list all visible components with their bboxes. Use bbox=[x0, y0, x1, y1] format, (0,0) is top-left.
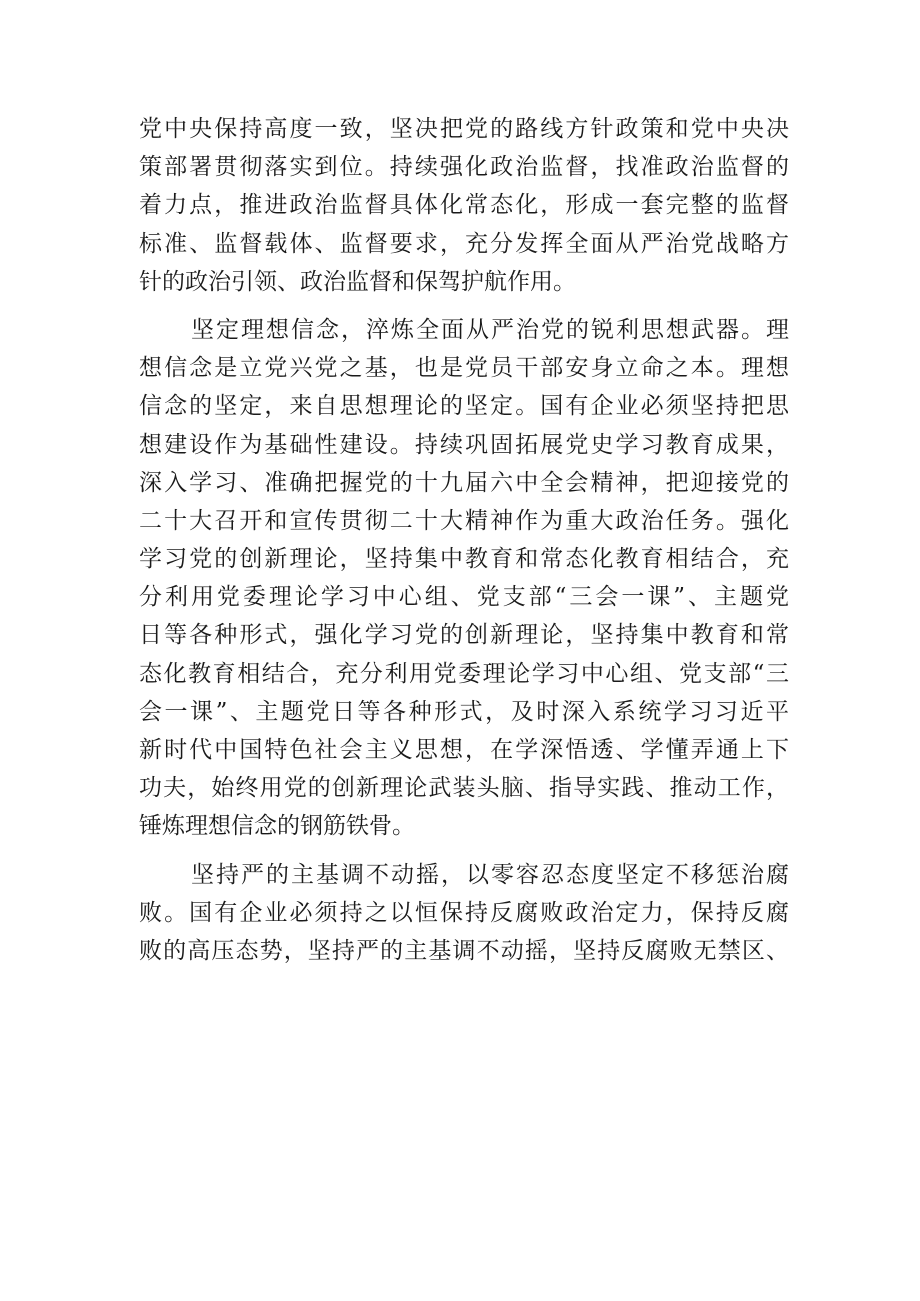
text-line: 日等各种形式，强化学习党的创新理论，坚持集中教育和常 bbox=[139, 622, 789, 649]
paragraph bbox=[139, 110, 789, 301]
text-line: 深入学习、准确把握党的十九届六中全会精神，把迎接党的 bbox=[139, 469, 789, 496]
text-line: 着力点，推进政治监督具体化常态化，形成一套完整的监督 bbox=[139, 192, 789, 219]
text-line: 学习党的创新理论，坚持集中教育和常态化教育相结合，充 bbox=[139, 546, 789, 573]
text-line: 二十大召开和宣传贯彻二十大精神作为重大政治任务。强化 bbox=[139, 507, 789, 534]
text-line: 信念的坚定，来自思想理论的坚定。国有企业必须坚持把思 bbox=[139, 393, 789, 420]
text-line: 想信念是立党兴党之基，也是党员干部安身立命之本。理想 bbox=[139, 355, 789, 382]
text-line: 败的高压态势，坚持严的主基调不动摇，坚持反腐败无禁区、 bbox=[139, 937, 789, 964]
text-line: 会一课”、主题党日等各种形式，及时深入系统学习习近平 bbox=[139, 698, 789, 725]
text-line: 锤炼理想信念的钢筋铁骨。 bbox=[139, 813, 415, 840]
text-line: 分利用党委理论学习中心组、党支部“三会一课”、主题党 bbox=[139, 584, 789, 611]
text-line: 党中央保持高度一致，坚决把党的路线方针政策和党中央决 bbox=[139, 116, 789, 142]
text-line: 新时代中国特色社会主义思想，在学深悟透、学懂弄通上下 bbox=[139, 737, 789, 763]
text-line: 想建设作为基础性建设。持续巩固拓展党史学习教育成果， bbox=[139, 431, 789, 458]
paragraph bbox=[139, 311, 789, 846]
text-line: 败。国有企业必须持之以恒保持反腐败政治定力，保持反腐 bbox=[139, 899, 789, 926]
text-line: 功夫，始终用党的创新理论武装头脑、指导实践、推动工作， bbox=[139, 775, 789, 802]
text-line: 坚持严的主基调不动摇，以零容忍态度坚定不移惩治腐 bbox=[191, 861, 789, 888]
document-body bbox=[139, 110, 789, 970]
text-line: 标准、监督载体、监督要求，充分发挥全面从严治党战略方 bbox=[139, 230, 789, 257]
text-line: 坚定理想信念，淬炼全面从严治党的锐利思想武器。理 bbox=[191, 316, 789, 343]
paragraph bbox=[139, 856, 789, 971]
paragraph-gap bbox=[139, 301, 789, 311]
text-line: 策部署贯彻落实到位。持续强化政治监督，找准政治监督的 bbox=[139, 154, 789, 181]
text-line: 态化教育相结合，充分利用党委理论学习中心组、党支部“三 bbox=[139, 660, 789, 687]
paragraph-gap bbox=[139, 846, 789, 856]
text-line: 针的政治引领、政治监督和保驾护航作用。 bbox=[139, 268, 576, 295]
